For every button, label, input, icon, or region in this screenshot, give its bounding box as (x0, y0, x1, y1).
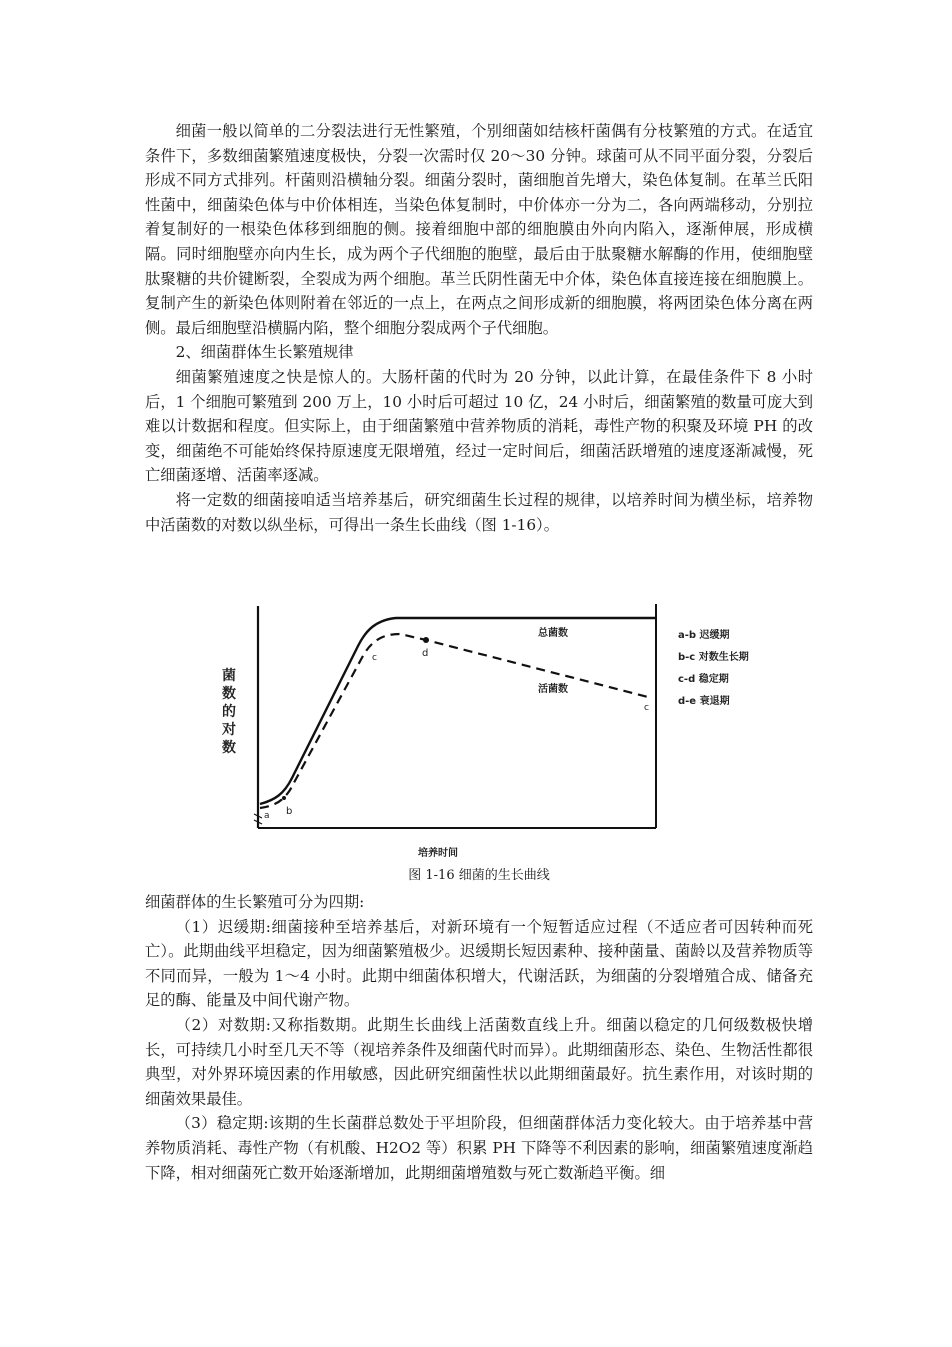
total-count-label: 总菌数 (538, 628, 568, 639)
section-heading-growth: 2、细菌群体生长繁殖规律 (175, 343, 354, 362)
y-label-char-4: 对 (222, 722, 236, 738)
y-label-char-1: 菌 (222, 668, 236, 684)
legend-decline-phase: d-e 衰退期 (678, 696, 730, 707)
point-b-dot (282, 796, 286, 800)
paragraph-stationary-phase: （3）稳定期:该期的生长菌群总数处于平坦阶段，但细菌群体活力变化较大。由于培养基中营养物质消耗、毒性产物（有机酸、H2O2 等）积累 PH 下降等不利因素的影响，细菌繁殖速度渐趋下降，相对细菌死亡数开始逐渐增加，此期细菌增殖数与死亡数渐趋平衡。细 (145, 1114, 813, 1182)
label-e: c (644, 703, 649, 713)
live-count-curve (260, 634, 652, 808)
legend-stationary-phase: c-d 稳定期 (678, 674, 729, 685)
y-axis-label (221, 667, 236, 756)
y-label-char-5: 数 (222, 740, 236, 756)
label-d: d (422, 648, 429, 659)
total-count-curve (260, 618, 656, 804)
label-b: b (286, 806, 293, 817)
paragraph-binary-fission: 细菌一般以简单的二分裂法进行无性繁殖，个别细菌如结核杆菌偶有分枝繁殖的方式。在适宜条件下，多数细菌繁殖速度极快，分裂一次需时仅 20～30 分钟。球菌可从不同平面分裂，分裂后形成不同方式排列。杆菌则沿横轴分裂。细菌分裂时，菌细胞首先增大，染色体复制。在革兰氏阳性菌中，细菌染色体与中价体相连，当染色体复制时，中价体亦一分为二，各向两端移动，分别拉着复制好的一根染色体移到细胞的侧。接着细胞中部的细胞膜由外向内陷入，逐渐伸展，形成横隔。同时细胞壁亦向内生长，成为两个子代细胞的胞壁，最后由于肽聚糖水解酶的作用，使细胞壁肽聚糖的共价键断裂，全裂成为两个细胞。革兰氏阴性菌无中介体，染色体直接连接在细胞膜上。复制产生的新染色体则附着在邻近的一点上，在两点之间形成新的细胞膜，将两团染色体分离在两侧。最后细胞壁沿横膈内陷，整个细胞分裂成两个子代细胞。 (145, 122, 813, 337)
bottom-text-section (145, 890, 813, 1185)
live-count-label: 活菌数 (538, 684, 568, 695)
x-axis-label: 培养时间 (418, 848, 458, 859)
figure-caption: 图 1-16 细菌的生长曲线 (408, 868, 550, 883)
legend-lag-phase: a-b 迟缓期 (678, 630, 730, 641)
paragraph-log-phase: （2）对数期:又称指数期。此期生长曲线上活菌数直线上升。细菌以稳定的几何级数极快增长，可持续几小时至几天不等（视培养条件及细菌代时而异）。此期细菌形态、染色、生物活性都很典型，对外界环境因素的作用敏感，因此研究细菌性状以此期细菌最好。抗生素作用，对该时期的细菌效果最佳。 (145, 1015, 813, 1108)
paragraph-four-phases-intro: 细菌群体的生长繁殖可分为四期: (145, 893, 365, 911)
y-label-char-2: 数 (222, 686, 236, 702)
label-c: c (372, 653, 377, 663)
paragraph-growth-speed: 细菌繁殖速度之快是惊人的。大肠杆菌的代时为 20 分钟，以此计算，在最佳条件下 8 小时后，1 个细胞可繁殖到 200 万上，10 小时后可超过 10 亿，24 小时后，细菌繁殖的数量可庞大到难以计数据和程度。但实际上，由于细菌繁殖中营养物质的消耗，毒性产物的积聚及环境 PH 的改变，细菌绝不可能始终保持原速度无限增殖，经过一定时间后，细菌活跃增殖的速度逐渐减慢，死亡细菌逐增、活菌率逐减。 (145, 367, 813, 485)
paragraph-lag-phase: （1）迟缓期:细菌接种至培养基后，对新环境有一个短暂适应过程（不适应者可因转种而死亡）。此期曲线平坦稳定，因为细菌繁殖极少。迟缓期长短因素种、接种菌量、菌龄以及营养物质等不同而异，一般为 1～4 小时。此期中细菌体积增大，代谢活跃，为细菌的分裂增殖合成、储备充足的酶、能量及中间代谢产物。 (145, 917, 813, 1010)
paragraph-growth-curve-intro: 将一定数的细菌接咱适当培养基后，研究细菌生长过程的规律，以培养时间为横坐标，培养物中活菌数的对数以纵坐标，可得出一条生长曲线（图 1-16）。 (145, 490, 813, 534)
growth-curve-figure (200, 596, 780, 866)
y-label-char-3: 的 (222, 704, 236, 720)
top-text-section (145, 119, 813, 537)
legend-log-phase: b-c 对数生长期 (678, 652, 749, 663)
label-a: a (264, 811, 270, 821)
point-d (423, 637, 429, 643)
growth-curve-diagram (200, 596, 780, 866)
